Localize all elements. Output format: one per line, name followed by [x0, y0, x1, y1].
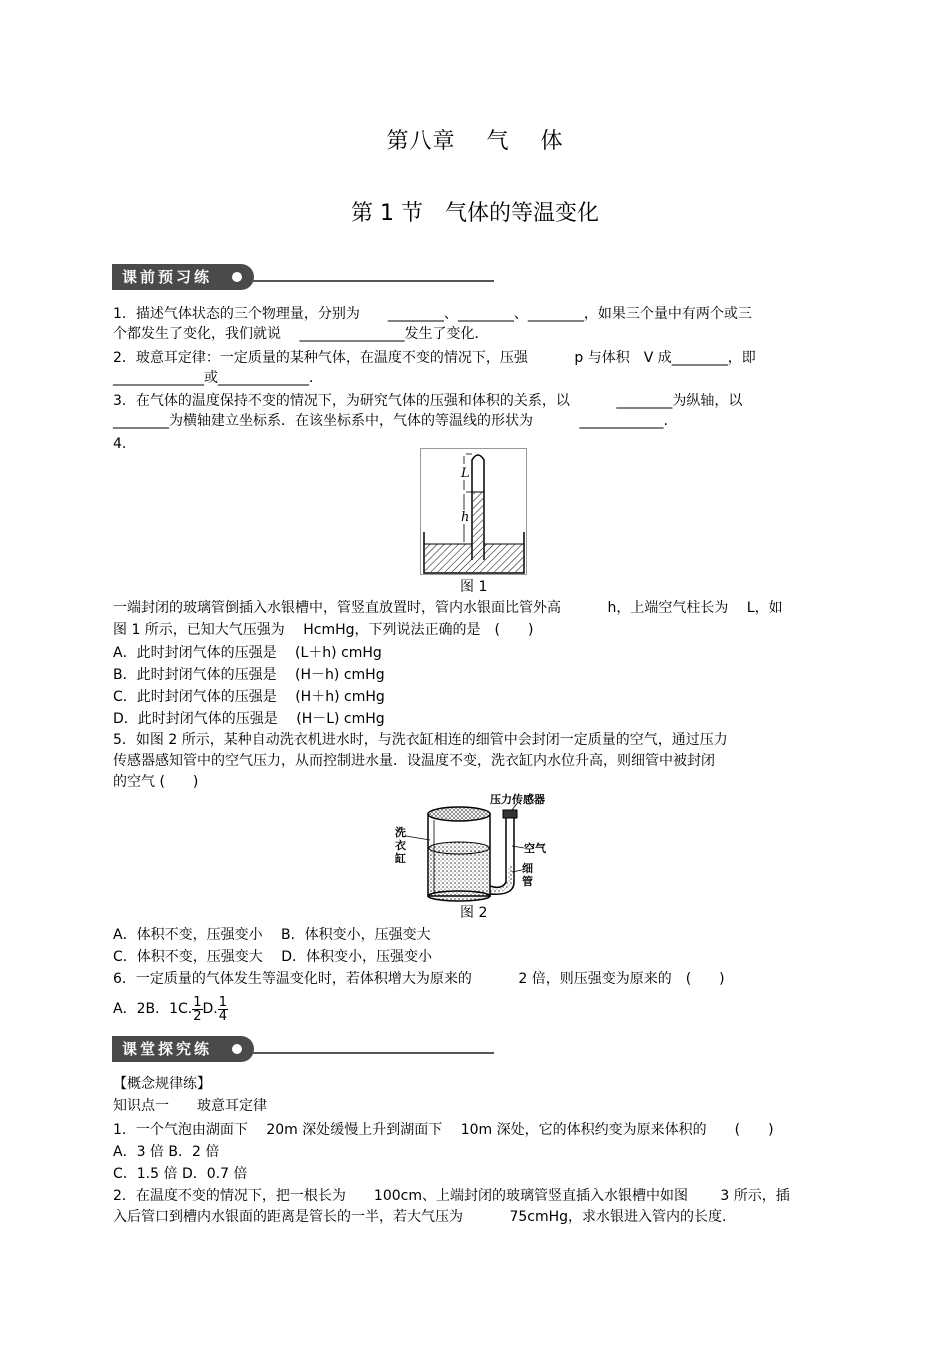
q6-options — [113, 992, 228, 1026]
q3-line1: 3．在气体的温度保持不变的情况下，为研究气体的压强和体积的关系，以 ________为纵轴，以 — [113, 393, 743, 409]
fig1-label-h: h — [461, 510, 470, 525]
fig2-label-sensor: 压力传感器 — [490, 793, 545, 806]
fig2-label-tub-2: 衣 — [395, 839, 406, 852]
fig2-label-tube-1: 细 — [522, 862, 533, 875]
q4-option-c: C．此时封闭气体的压强是 (H＋h) cmHg — [113, 689, 385, 705]
part2-q1-options-2: C．1.5 倍 D．0.7 倍 — [113, 1166, 248, 1182]
q4-line1: 一端封闭的玻璃管倒插入水银槽中，管竖直放置时，管内水银面比管外高 h，上端空气柱长为 L，如 — [113, 600, 783, 616]
q4-number: 4. — [113, 436, 127, 452]
part2-q2-line1: 2．在温度不变的情况下，把一根长为 100cm、上端封闭的玻璃管竖直插入水银槽中如图 3 所示，插 — [113, 1188, 790, 1204]
banner-dot — [232, 272, 242, 282]
chapter-title: 第八章 气 体 — [386, 129, 564, 154]
q6-fraction-half: $\frac{1}{2}$ — [193, 994, 202, 1024]
fig2-label-tube-2: 管 — [522, 875, 533, 888]
q5-options-row2: C．体积不变，压强变大 D．体积变小，压强变小 — [113, 949, 433, 965]
section-title: 第 1 节 气体的等温变化 — [351, 201, 599, 226]
figure-1-caption: 图 1 — [460, 579, 488, 595]
q6-line1: 6．一定质量的气体发生等温变化时，若体积增大为原来的 2 倍，则压强变为原来的 ( ) — [113, 971, 725, 987]
banner-rule — [252, 280, 494, 282]
q5-line1: 5．如图 2 所示，某种自动洗衣机进水时，与洗衣缸相连的细管中会封闭一定质量的空气，通过压力 — [113, 732, 728, 748]
banner-dot — [232, 1044, 242, 1054]
banner-rule — [252, 1052, 494, 1054]
q5-line3: 的空气 ( ) — [113, 774, 199, 790]
banner-preview-practice — [112, 264, 494, 290]
q6-opt-prefix: A．2B．1C. — [113, 1001, 193, 1017]
q2-line1: 2．玻意耳定律：一定质量的某种气体，在温度不变的情况下，压强 p 与体积 V 成________，即 — [113, 350, 756, 366]
fig2-label-air: 空气 — [524, 842, 546, 855]
part2-q1: 1．一个气泡由湖面下 20m 深处缓慢上升到湖面下 10m 深处，它的体积约变为原来体积的 ( ) — [113, 1122, 774, 1138]
part2-knowledge-point: 知识点一 玻意耳定律 — [113, 1098, 267, 1114]
fig2-label-tub-1: 洗 — [395, 826, 406, 839]
part2-q1-options-1: A．3 倍 B．2 倍 — [113, 1144, 220, 1160]
q1-line2: 个都发生了变化，我们就说 _______________发生了变化． — [113, 326, 489, 342]
fig2-label-tub-3: 缸 — [395, 852, 406, 865]
q6-fraction-quarter: $\frac{1}{4}$ — [218, 994, 228, 1024]
q4-option-b: B．此时封闭气体的压强是 (H－h) cmHg — [113, 667, 385, 683]
q5-line2: 传感器感知管中的空气压力，从而控制进水量．设温度不变，洗衣缸内水位升高，则细管中被封闭 — [113, 753, 715, 769]
q4-option-d: D．此时封闭气体的压强是 (H－L) cmHg — [113, 711, 385, 727]
q1-line1: 1．描述气体状态的三个物理量，分别为 ________、________、________，如果三个量中有两个或三 — [113, 306, 752, 322]
q5-options-row1: A．体积不变，压强变小 B．体积变小，压强变大 — [113, 927, 431, 943]
q6-opt-mid: D. — [202, 1001, 218, 1017]
q4-option-a: A．此时封闭气体的压强是 (L＋h) cmHg — [113, 645, 382, 661]
q3-line2: ________为横轴建立坐标系．在该坐标系中，气体的等温线的形状为 ____________. — [113, 413, 668, 429]
figure-2-caption: 图 2 — [460, 905, 488, 921]
banner-label: 课前预习练 — [112, 264, 254, 290]
figure-1-diagram — [420, 448, 528, 576]
figure-2-diagram — [390, 790, 570, 902]
q2-line2: _____________或_____________． — [113, 370, 323, 386]
banner-label: 课堂探究练 — [112, 1036, 254, 1062]
part2-heading: 【概念规律练】 — [113, 1076, 211, 1092]
part2-q2-line2: 入后管口到槽内水银面的距离是管长的一半，若大气压为 75cmHg，求水银进入管内的长度. — [113, 1209, 727, 1225]
fig1-label-L: L — [461, 466, 470, 481]
q4-line2: 图 1 所示，已知大气压强为 HcmHg，下列说法正确的是 ( ) — [113, 622, 534, 638]
banner-classroom-exploration — [112, 1036, 494, 1062]
